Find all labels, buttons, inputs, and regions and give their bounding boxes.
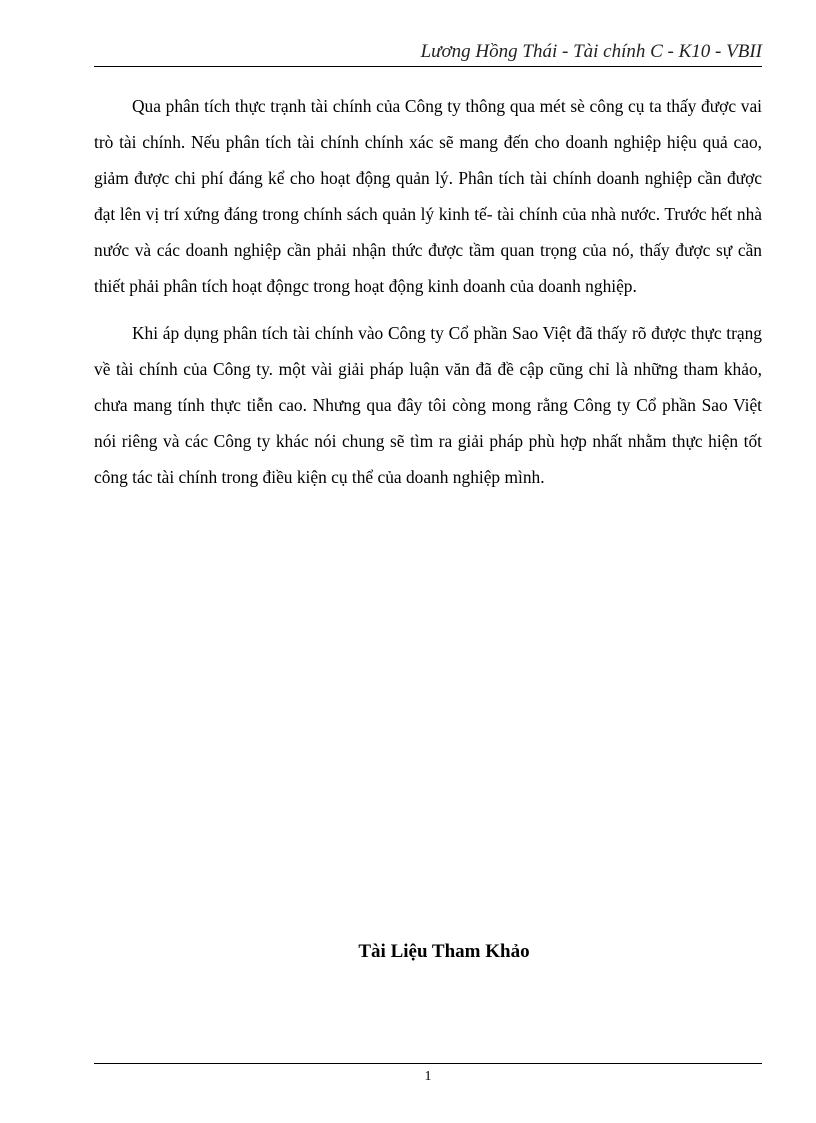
references-heading: Tài Liệu Tham Khảo	[358, 941, 530, 962]
footer-divider	[94, 1063, 762, 1064]
paragraph-sao-viet-application: Khi áp dụng phân tích tài chính vào Công ty Cổ phần Sao Việt đã thấy rõ được thực trạng về tài chính của Công ty. một vài giải pháp luận văn đã đề cập cũng chỉ là những tham khảo, chưa mang tính thực tiễn cao. Nhưng qua đây tôi còng mong rằng Công ty Cổ phần Sao Việt nói riêng và các Công ty khác nói chung sẽ tìm ra giải pháp phù hợp nhất nhằm thực hiện tốt công tác tài chính trong điều kiện cụ thể của doanh nghiệp mình.	[94, 323, 762, 487]
running-header: Lương Hồng Thái - Tài chính C - K10 - VBII	[420, 41, 762, 62]
paragraph-analysis-conclusion: Qua phân tích thực trạnh tài chính của Công ty thông qua mét sè công cụ ta thấy được vai trò tài chính. Nếu phân tích tài chính chính xác sẽ mang đến cho doanh nghiệp hiệu quả cao, giảm được chi phí đáng kể cho hoạt động quản lý. Phân tích tài chính doanh nghiệp cần được đạt lên vị trí xứng đáng trong chính sách quản lý kinh tế- tài chính của nhà nước. Trước hết nhà nước và các doanh nghiệp cần phải nhận thức được tầm quan trọng của nó, thấy được sự cần thiết phải phân tích hoạt độngc trong hoạt động kinh doanh của doanh nghiệp.	[94, 96, 762, 296]
header-divider	[94, 66, 762, 67]
document-body	[94, 88, 762, 506]
page-number: 1	[424, 1069, 432, 1084]
